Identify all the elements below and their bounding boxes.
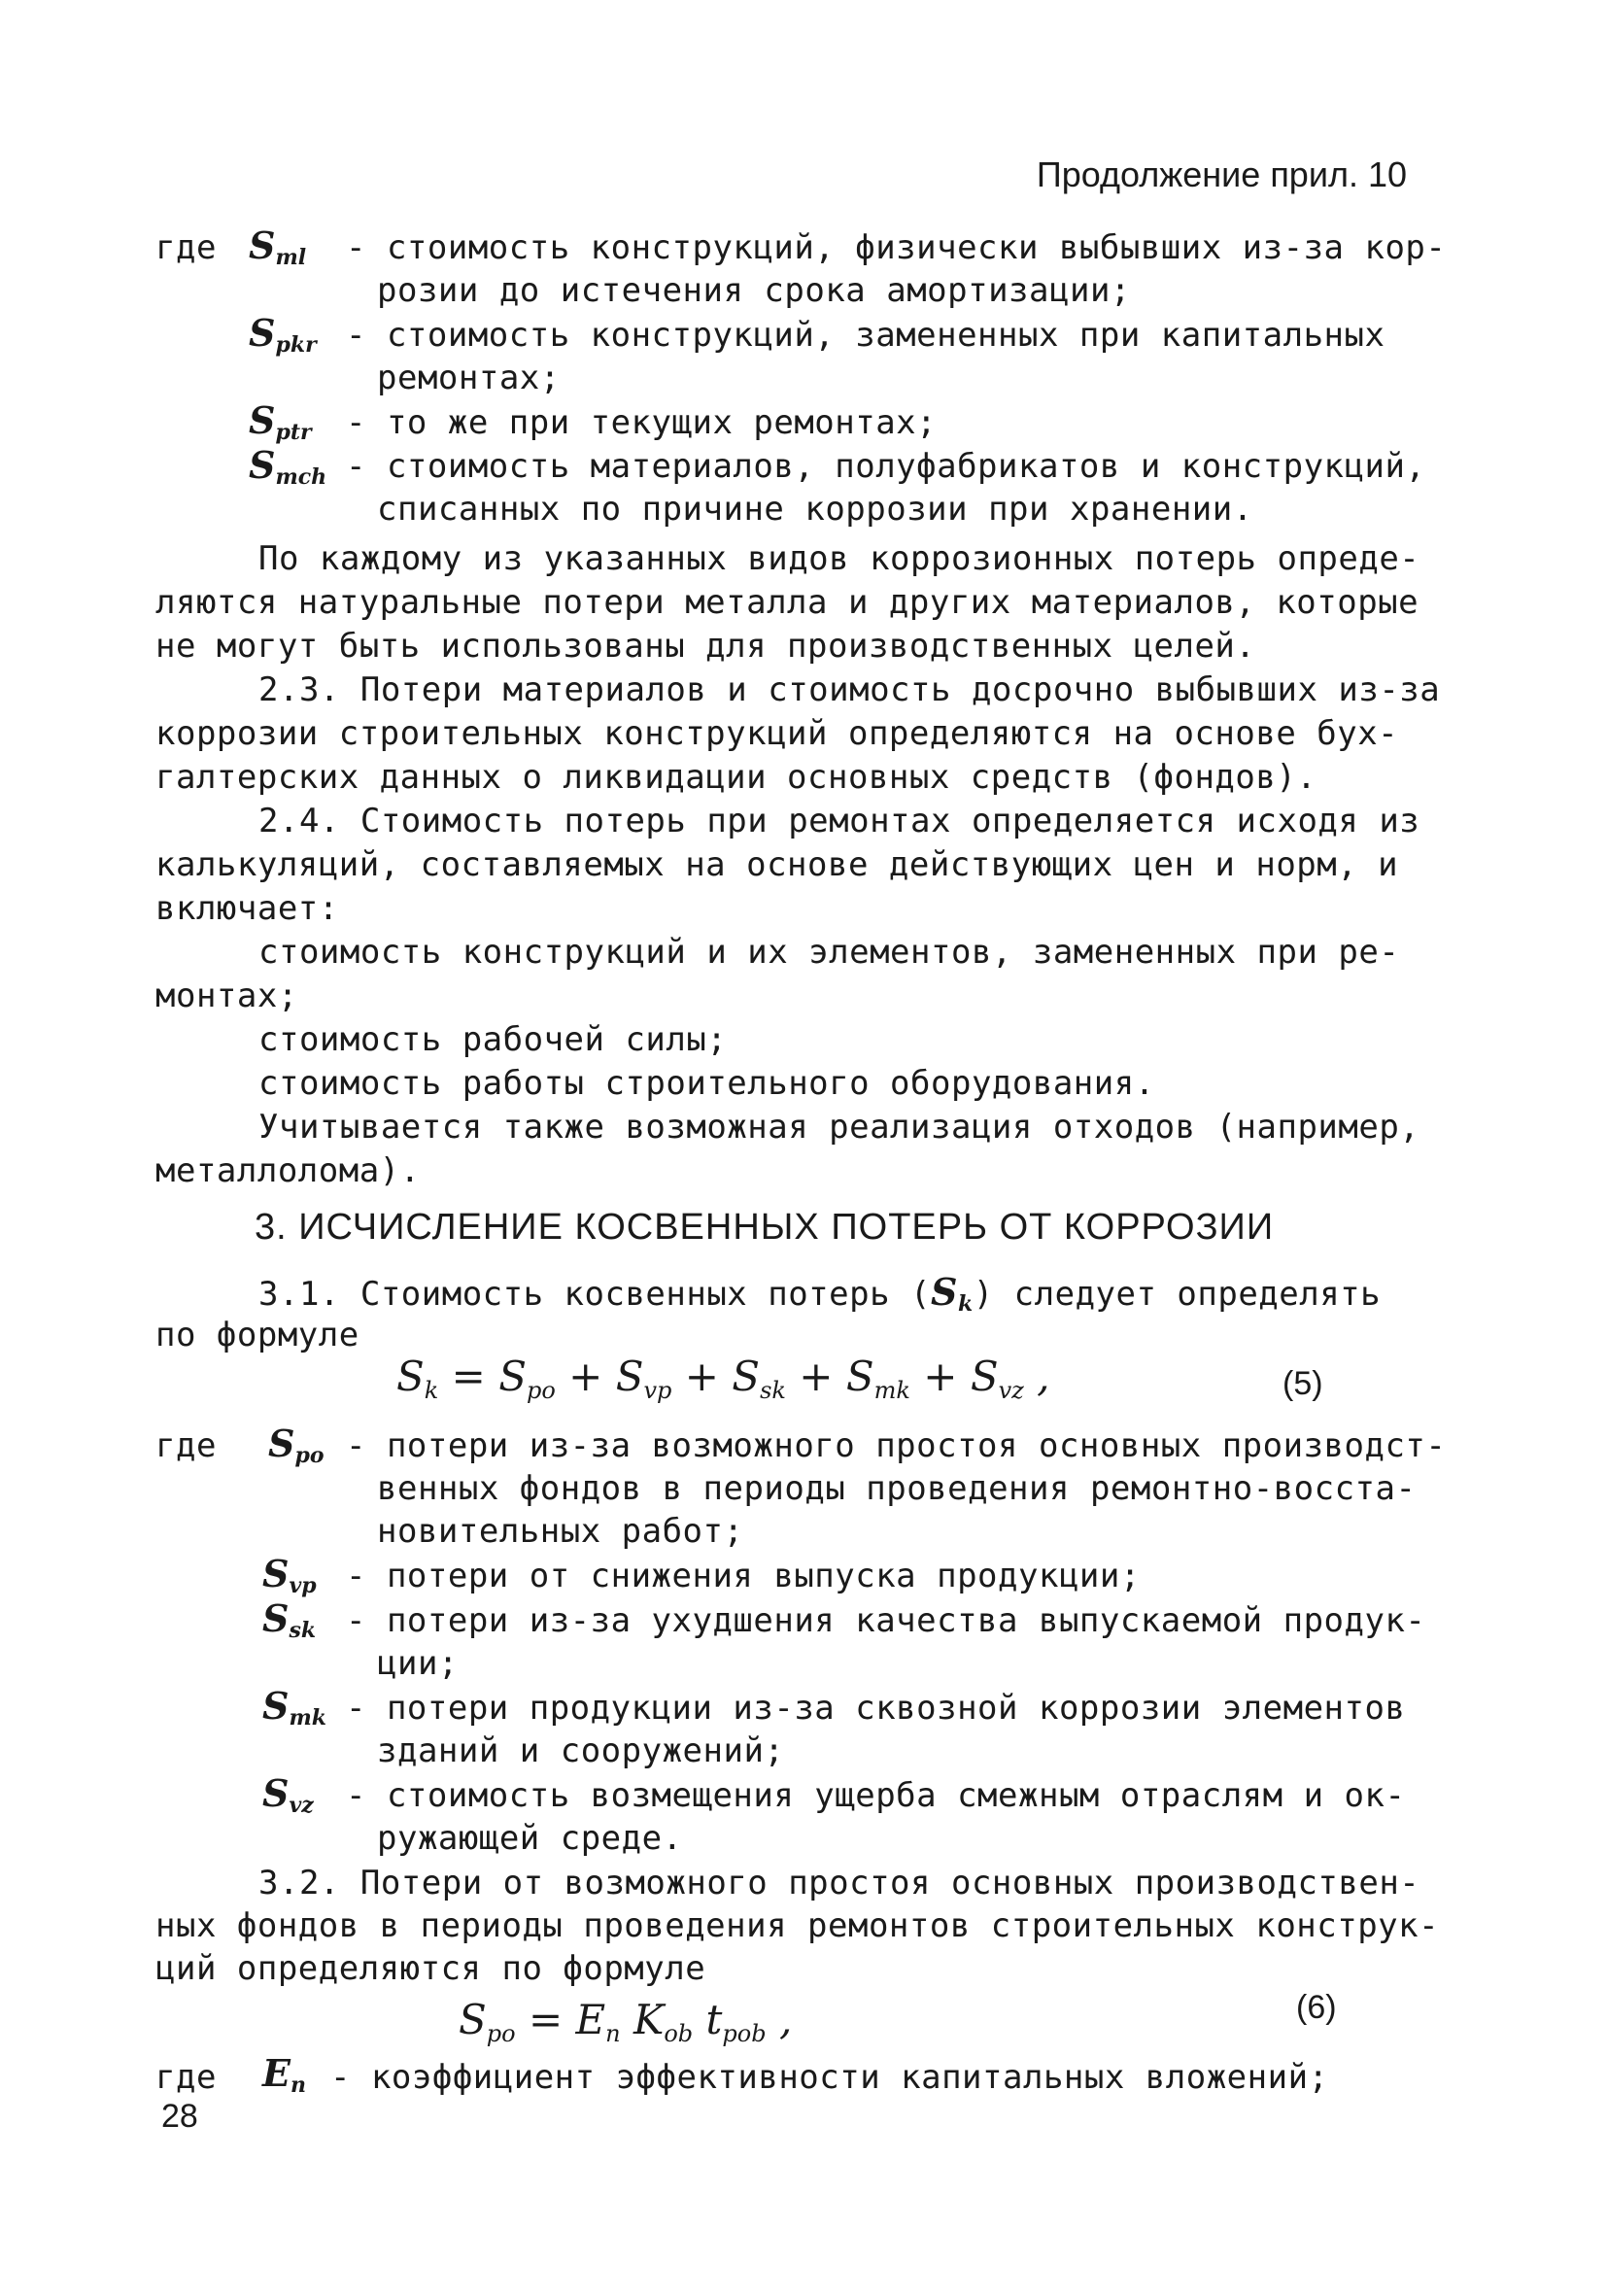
paragraph-2-4-line: 2.4. Стоимость потерь при ремонтах определяется исходя из	[258, 802, 1420, 840]
list-line: металлолома).	[155, 1151, 421, 1190]
equation-number: (6)	[1296, 1989, 1337, 2026]
paragraph-2-4-line: калькуляций, составляемых на основе действующих цен и норм, и	[155, 845, 1399, 884]
definition-line: - потери продукции из-за сквозной коррозии элементов	[346, 1689, 1406, 1728]
where-label: где	[155, 2058, 217, 2097]
paragraph-2-4-line: включает:	[155, 889, 339, 928]
symbol-s-vz: $S_{vz}$	[262, 1771, 314, 1818]
where-label: где	[155, 1426, 217, 1465]
paragraph-3-2-line: ных фондов в периоды проведения ремонтов строительных конструк-	[155, 1906, 1440, 1945]
definition-line: - коэффициент эффективности капитальных вложений;	[330, 2058, 1329, 2097]
formula-6: $S_{po} = E_n$ $K_{ob}$ $t_{pob}$ ,	[459, 1996, 793, 2047]
definition-line: - стоимость материалов, полуфабрикатов и конструкций,	[346, 447, 1426, 486]
definition-line: венных фондов в периоды проведения ремонтно-восста-	[377, 1469, 1417, 1508]
definition-line: зданий и сооружений;	[377, 1731, 785, 1770]
definition-line: новительных работ;	[377, 1512, 744, 1551]
list-line: стоимость работы строительного оборудования.	[258, 1064, 1155, 1103]
definition-line: ции;	[377, 1644, 459, 1683]
symbol-s-vp: $S_{vp}$	[262, 1552, 317, 1598]
symbol-s-po: $S_{po}$	[268, 1422, 325, 1468]
list-line: стоимость рабочей силы;	[258, 1020, 728, 1059]
definition-line: - то же при текущих ремонтах;	[346, 403, 938, 442]
symbol-s-sk: $S_{sk}$	[262, 1596, 317, 1643]
symbol-e-n: $E_n$	[262, 2051, 306, 2098]
definition-line: ружающей среде.	[377, 1819, 683, 1858]
paragraph-line: не могут быть использованы для производственных целей.	[155, 627, 1256, 666]
list-line: Учитывается также возможная реализация отходов (например,	[258, 1108, 1420, 1147]
paragraph-3-1-line: по формуле	[155, 1316, 359, 1354]
definition-line: - стоимость возмещения ущерба смежным отраслям и ок-	[346, 1776, 1406, 1815]
formula-5: $S_k = S_{po} + S_{vp} + S_{sk} + S_{mk} + S_{vz}$ ,	[396, 1353, 1050, 1404]
paragraph-3-2-line: 3.2. Потери от возможного простоя основных производствен-	[258, 1864, 1420, 1902]
paragraph-line: ляются натуральные потери металла и других материалов, которые	[155, 583, 1419, 622]
paragraph-2-3-line: галтерских данных о ликвидации основных средств (фондов).	[155, 758, 1317, 797]
list-line: стоимость конструкций и их элементов, замененных при ре-	[258, 933, 1400, 972]
section-heading: 3. ИСЧИСЛЕНИЕ КОСВЕННЫХ ПОТЕРЬ ОТ КОРРОЗИИ	[255, 1207, 1275, 1248]
definition-line: розии до истечения срока амортизации;	[377, 271, 1131, 310]
paragraph-line: По каждому из указанных видов коррозионных потерь опреде-	[258, 539, 1420, 578]
symbol-s-pkr: $S_{pkr}$	[249, 311, 317, 358]
symbol-s-ml: $S_{ml}$	[249, 223, 307, 270]
definition-line: списанных по причине коррозии при хранении.	[377, 490, 1253, 529]
definition-line: - стоимость конструкций, замененных при капитальных	[346, 316, 1385, 355]
symbol-s-mk: $S_{mk}$	[262, 1684, 326, 1731]
definition-line: - потери из-за возможного простоя основных производст-	[346, 1426, 1447, 1465]
symbol-s-ptr: $S_{ptr}$	[249, 398, 312, 445]
definition-line: - потери от снижения выпуска продукции;	[346, 1557, 1141, 1595]
definition-line: - стоимость конструкций, физически выбывших из-за кор-	[346, 228, 1447, 267]
page-header: Продолжение прил. 10	[1036, 154, 1407, 194]
paragraph-2-3-line: коррозии строительных конструкций определяются на основе бух-	[155, 714, 1399, 753]
list-line: монтах;	[155, 977, 298, 1015]
definition-line: ремонтах;	[377, 359, 561, 397]
page-number: 28	[161, 2098, 198, 2135]
paragraph-3-1-line: 3.1. Стоимость косвенных потерь $(S_k)$ следует определять	[258, 1270, 1382, 1317]
paragraph-2-3-line: 2.3. Потери материалов и стоимость досрочно выбывших из-за	[258, 670, 1441, 709]
definition-line: - потери из-за ухудшения качества выпускаемой продук-	[346, 1601, 1426, 1640]
equation-number: (5)	[1282, 1365, 1323, 1402]
where-label: где	[155, 228, 217, 267]
symbol-s-mch: $S_{mch}$	[249, 443, 327, 490]
paragraph-3-2-line: ций определяются по формуле	[155, 1949, 706, 1988]
